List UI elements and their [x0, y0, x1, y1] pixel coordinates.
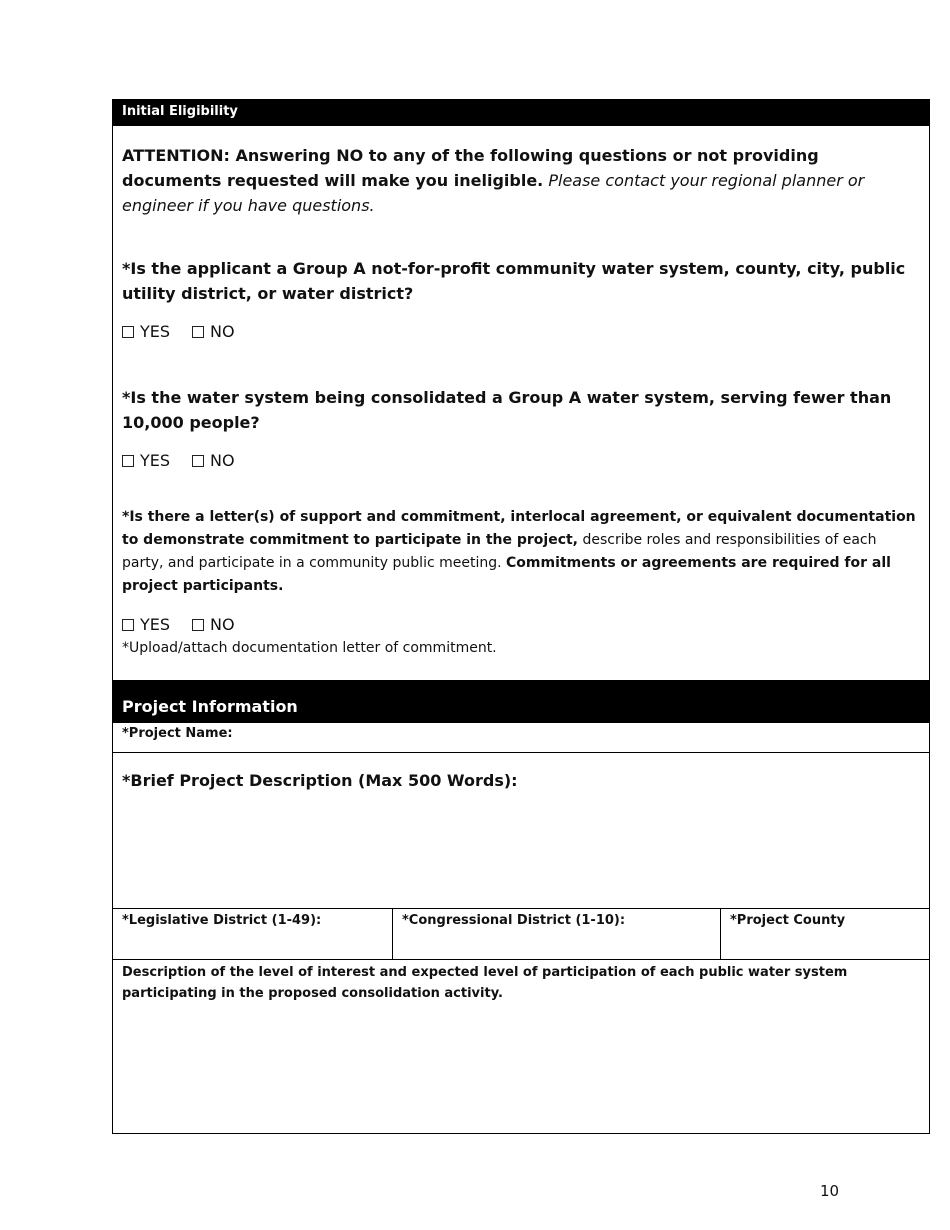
congressional-district-field[interactable]: [392, 909, 720, 959]
q2-no-checkbox[interactable]: NO: [192, 450, 235, 472]
question-3-options: [122, 614, 920, 636]
upload-note: *Upload/attach documentation letter of commitment.: [122, 640, 497, 656]
question-applicant-type: *Is the applicant a Group A not-for-profit community water system, county, city, public utility district, or water district?: [122, 259, 906, 303]
q2-yes-checkbox[interactable]: YES: [122, 450, 170, 472]
project-name-field[interactable]: [113, 722, 929, 752]
checkbox-icon: [122, 619, 134, 631]
eligibility-section: [113, 126, 929, 680]
participation-description-field[interactable]: [113, 959, 929, 1133]
legislative-district-field[interactable]: [113, 909, 392, 959]
question-system-size: *Is the water system being consolidated a Group A water system, serving fewer than 10,000 people?: [122, 388, 892, 432]
project-county-field[interactable]: [720, 909, 929, 959]
q3-no-checkbox[interactable]: NO: [192, 614, 235, 636]
project-name-label: *Project Name:: [122, 726, 233, 741]
attention-notice: [122, 143, 920, 218]
checkbox-icon: [122, 326, 134, 338]
congressional-district-label: *Congressional District (1-10):: [402, 913, 626, 928]
project-county-label: *Project County: [730, 913, 846, 928]
project-description-label: *Brief Project Description (Max 500 Words):: [122, 771, 518, 790]
attention-italic-text: Please contact your regional planner or engineer if you have questions.: [122, 171, 865, 215]
question-1-options: [122, 321, 920, 343]
participation-description-label: Description of the level of interest and expected level of participation of each public water system participating in the proposed consolidation activity.: [122, 965, 848, 1001]
project-information-header: Project Information: [113, 680, 929, 722]
q3-yes-checkbox[interactable]: YES: [122, 614, 170, 636]
legislative-district-label: *Legislative District (1-49):: [122, 913, 322, 928]
checkbox-icon: [122, 455, 134, 467]
attention-bold-text: ATTENTION: Answering NO to any of the following questions or not providing documents requested will make you ineligible.: [122, 146, 819, 190]
initial-eligibility-header: Initial Eligibility: [113, 100, 929, 126]
page-number: 10: [820, 1182, 840, 1200]
q1-yes-checkbox[interactable]: YES: [122, 321, 170, 343]
q1-no-checkbox[interactable]: NO: [192, 321, 235, 343]
application-form: [112, 99, 930, 1134]
question-commitment-letter: *Is there a letter(s) of support and commitment, interlocal agreement, or equivalent documentation to demonstrate commitment to participate in the project, describe roles and responsibilities of each party, and participate in a community public meeting. Commitments or agreements are required for all project participants.: [122, 509, 916, 594]
checkbox-icon: [192, 326, 204, 338]
checkbox-icon: [192, 619, 204, 631]
question-2-options: [122, 450, 920, 472]
project-description-field[interactable]: [113, 752, 929, 908]
checkbox-icon: [192, 455, 204, 467]
district-row: [113, 908, 929, 959]
